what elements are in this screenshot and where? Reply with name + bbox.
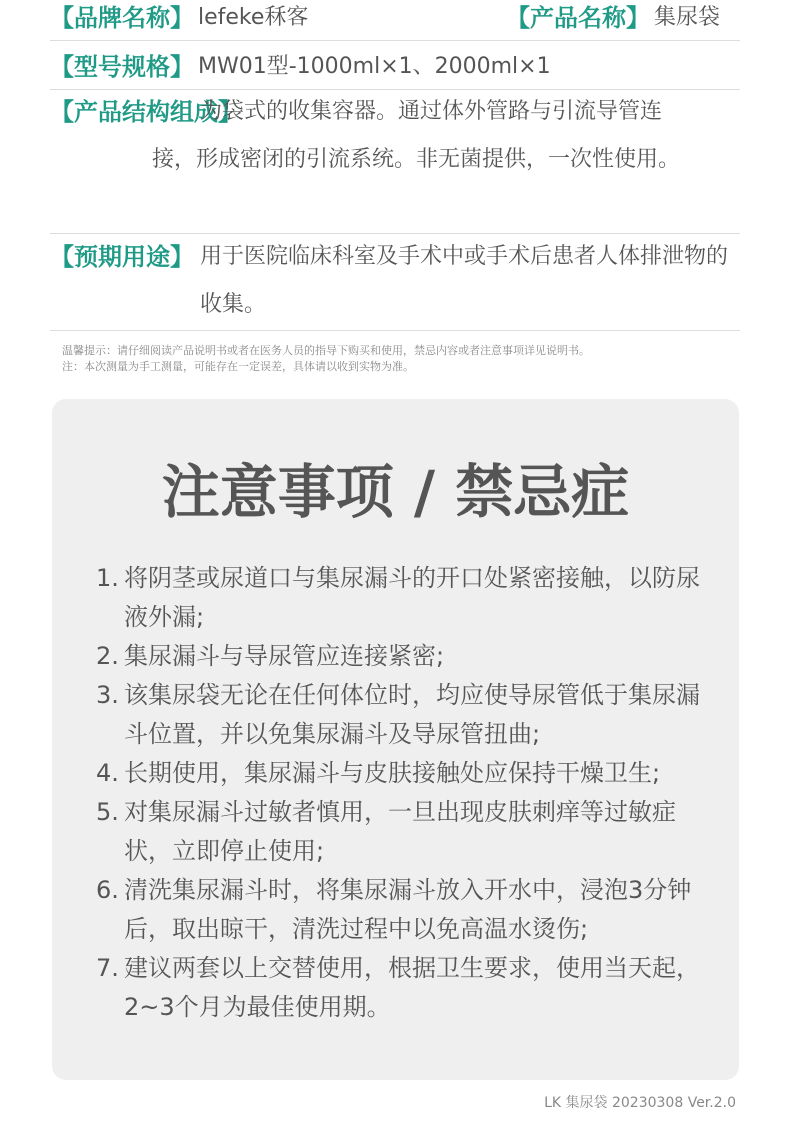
precautions-list <box>96 559 706 1027</box>
list-item <box>96 793 706 871</box>
measurement-note: 注：本次测量为手工测量，可能存在一定误差，具体请以收到实物为准。 <box>62 360 414 373</box>
structure-value: 为袋式的收集容器。通过体外管路与引流导管连接，形成密闭的引流系统。非无菌提供，一次性使用。 <box>152 99 681 172</box>
list-item <box>96 637 706 676</box>
item-number: 7. <box>96 954 119 982</box>
item-number: 4. <box>96 759 119 787</box>
item-text: 清洗集尿漏斗时，将集尿漏斗放入开水中，浸泡3分钟后，取出晾干，清洗过程中以免高温水烫伤; <box>124 876 692 943</box>
item-number: 3. <box>96 681 119 709</box>
list-item <box>96 676 706 754</box>
item-number: 2. <box>96 642 119 670</box>
item-number: 1. <box>96 564 119 592</box>
use-value: 用于医院临床科室及手术中或手术后患者人体排泄物的收集。 <box>200 244 729 317</box>
product-name-value: 集尿袋 <box>654 5 721 30</box>
item-text: 该集尿袋无论在任何体位时，均应使导尿管低于集尿漏斗位置，并以免集尿漏斗及导尿管扭曲; <box>124 681 700 748</box>
item-text: 建议两套以上交替使用，根据卫生要求，使用当天起，2~3个月为最佳使用期。 <box>124 954 700 1021</box>
use-label: 【预期用途】 <box>50 243 194 271</box>
item-text: 长期使用，集尿漏斗与皮肤接触处应保持干燥卫生; <box>124 759 661 787</box>
list-item <box>96 754 706 793</box>
product-name-label: 【产品名称】 <box>506 4 650 32</box>
item-text: 将阴茎或尿道口与集尿漏斗的开口处紧密接触，以防尿液外漏; <box>124 564 700 631</box>
item-number: 5. <box>96 798 119 826</box>
item-text: 集尿漏斗与导尿管应连接紧密; <box>124 642 445 670</box>
brand-label: 【品牌名称】 <box>50 4 194 32</box>
spec-row-model <box>50 41 740 90</box>
spec-row-structure <box>50 90 740 234</box>
list-item <box>96 871 706 949</box>
tips-notes <box>62 343 590 375</box>
item-number: 6. <box>96 876 119 904</box>
structure-label: 【产品结构组成】 <box>50 98 242 126</box>
spec-row-brand <box>50 0 740 41</box>
item-text: 对集尿漏斗过敏者慎用，一旦出现皮肤刺痒等过敏症状，立即停止使用; <box>124 798 676 865</box>
model-value: MW01型-1000ml×1、2000ml×1 <box>198 54 551 79</box>
model-label: 【型号规格】 <box>50 53 194 81</box>
list-item <box>96 559 706 637</box>
precautions-title: 注意事项 / 禁忌症 <box>161 458 630 526</box>
brand-value: lefeke秝客 <box>198 5 309 30</box>
list-item <box>96 949 706 1027</box>
version-footer: LK 集尿袋 20230308 Ver.2.0 <box>544 1095 736 1111</box>
tip-line: 温馨提示：请仔细阅读产品说明书或者在医务人员的指导下购买和使用，禁忌内容或者注意事项详见说明书。 <box>62 344 590 357</box>
precautions-card <box>52 399 739 1080</box>
spec-row-use <box>50 234 740 331</box>
